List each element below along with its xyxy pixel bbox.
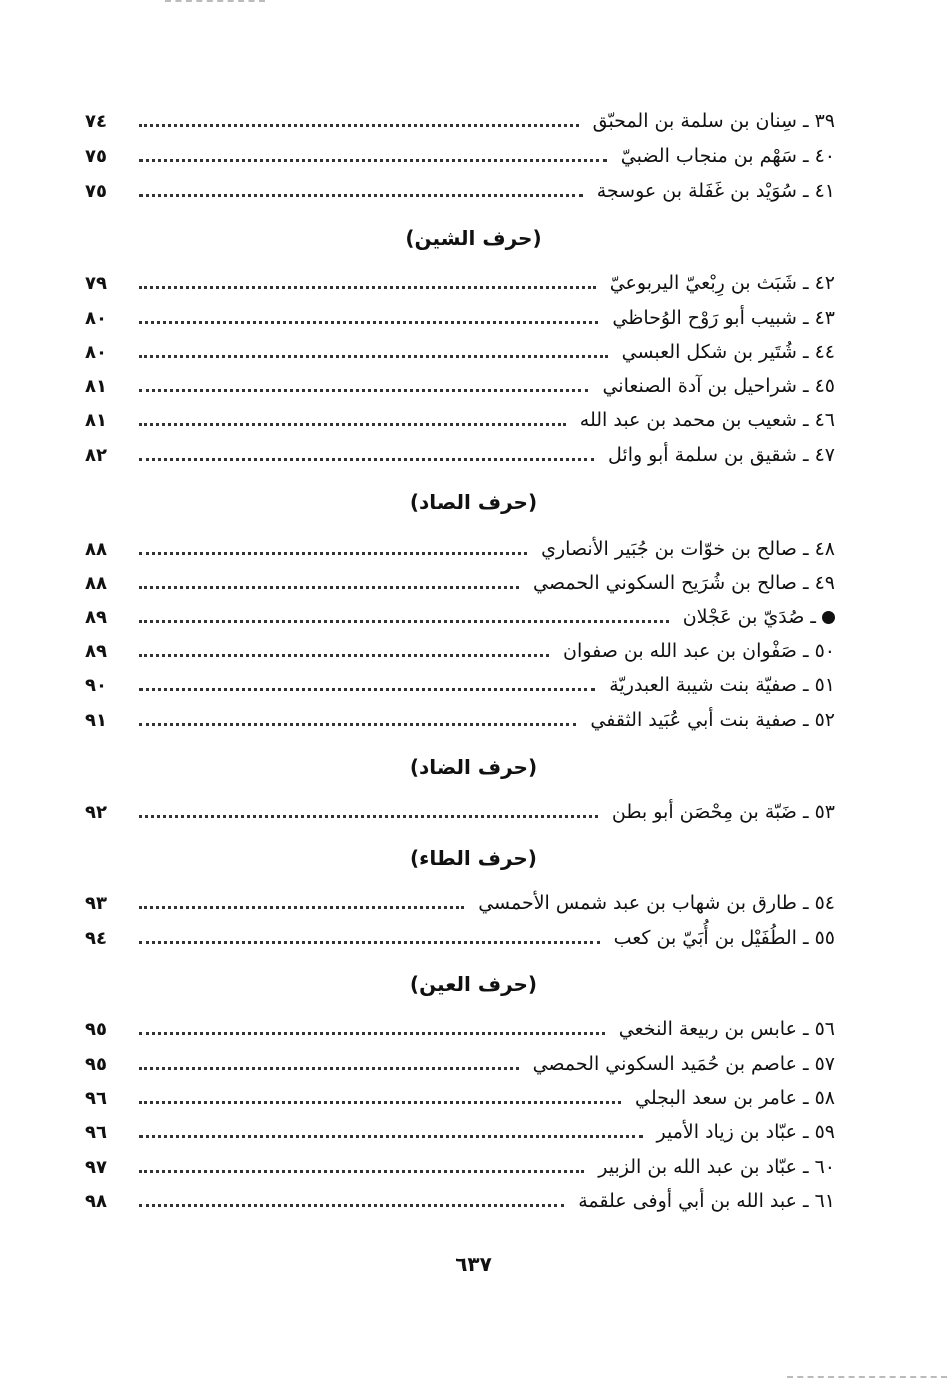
entry-page-number: ٩٧ (85, 1156, 107, 1178)
entry-name: ٥٩ ـ عبّاد بن زياد الأمير (656, 1121, 835, 1143)
entry-name: ٥١ ـ صفيّة بنت شيبة العبدريّة (609, 674, 835, 696)
entry-page-number: ٩٣ (85, 892, 107, 914)
toc-entry (85, 266, 835, 300)
toc-entry (85, 600, 835, 634)
entry-name: ٤٤ ـ شُتَير بن شكل العبسي (621, 341, 835, 363)
entry-page-number: ٩٤ (85, 927, 107, 949)
toc-entry (85, 703, 835, 737)
toc-entry (85, 139, 835, 173)
entry-page-number: ٨٩ (85, 606, 107, 628)
toc-entry (85, 335, 835, 369)
toc-entry (85, 634, 835, 668)
entry-page-number: ٩٥ (85, 1053, 107, 1075)
entry-name (683, 606, 835, 628)
dot-leader (139, 321, 598, 324)
entry-page-number: ٧٥ (85, 145, 107, 167)
page-number: ٦٣٧ (455, 1252, 492, 1276)
toc-entry (85, 795, 835, 829)
section-heading: (حرف الطاء) (410, 846, 537, 870)
entry-name: ٤٧ ـ شقيق بن سلمة أبو وائل (608, 444, 835, 466)
dot-leader (139, 355, 608, 358)
dot-leader (139, 159, 607, 162)
toc-entry (85, 369, 835, 403)
dot-leader (139, 552, 527, 555)
toc-entry (85, 174, 835, 208)
dot-leader (139, 1067, 519, 1070)
entry-name: ٥٧ ـ عاصم بن حُمَيد السكوني الحمصي (532, 1053, 835, 1075)
entry-name: ٤٨ ـ صالح بن خوّات بن جُبَير الأنصاري (541, 538, 835, 560)
toc-entry (85, 566, 835, 600)
toc-entry (85, 438, 835, 472)
entry-page-number: ٩٠ (85, 674, 107, 696)
dot-leader (139, 1135, 643, 1138)
entry-name: ٦٠ ـ عبّاد بن عبد الله بن الزبير (598, 1156, 835, 1178)
scan-edge-bottom (787, 1376, 947, 1378)
scan-edge-top (165, 0, 265, 2)
entry-page-number: ٩٥ (85, 1018, 107, 1040)
toc-entry (85, 104, 835, 138)
dot-leader (139, 1204, 564, 1207)
toc-entry (85, 1184, 835, 1218)
dot-leader (139, 458, 594, 461)
entry-name: ٤٩ ـ صالح بن شُرَيح السكوني الحمصي (533, 572, 835, 594)
entry-page-number: ٨٩ (85, 640, 107, 662)
entry-name: ٤١ ـ سُوَيْد بن غَفَلة بن عوسجة (596, 180, 835, 202)
toc-entry (85, 532, 835, 566)
dot-leader (139, 586, 519, 589)
entry-page-number: ٨٠ (85, 341, 107, 363)
entry-page-number: ٨٨ (85, 572, 107, 594)
entry-name: ٥٥ ـ الطُفَيْل بن أُبَيّ بن كعب (613, 927, 835, 949)
dot-leader (139, 620, 669, 623)
entry-name: ٥٨ ـ عامر بن سعد البجلي (635, 1087, 835, 1109)
dot-leader (139, 423, 566, 426)
toc-entry (85, 1081, 835, 1115)
entry-page-number: ٩٦ (85, 1121, 107, 1143)
dot-leader (139, 723, 576, 726)
dot-leader (139, 286, 596, 289)
entry-page-number: ٧٤ (85, 110, 107, 132)
section-heading: (حرف العين) (409, 972, 538, 996)
dot-leader (139, 1032, 605, 1035)
bullet-icon (822, 611, 835, 624)
entry-name-text: ـ صُدَيّ بن عَجْلان (682, 606, 816, 628)
dot-leader (139, 654, 549, 657)
toc-entry (85, 886, 835, 920)
entry-page-number: ٩١ (85, 709, 107, 731)
toc-entry (85, 301, 835, 335)
entry-name: ٥٠ ـ صَفْوان بن عبد الله بن صفوان (563, 640, 835, 662)
entry-name: ٥٢ ـ صفية بنت أبي عُبَيد الثقفي (590, 709, 835, 731)
entry-name: ٥٦ ـ عابس بن ربيعة النخعي (618, 1018, 835, 1040)
section-heading: (حرف الضاد) (409, 755, 538, 779)
toc-entry (85, 403, 835, 437)
entry-page-number: ٨١ (85, 409, 107, 431)
entry-page-number: ٧٥ (85, 180, 107, 202)
entry-page-number: ٨٢ (85, 444, 107, 466)
toc-entry (85, 1150, 835, 1184)
entry-name: ٤٢ ـ شَبَث بن رِبْعيّ اليربوعيّ (609, 272, 835, 294)
entry-name: ٣٩ ـ سِنان بن سلمة بن المحبّق (592, 110, 835, 132)
entry-name: ٤٠ ـ سَهْم بن منجاب الضبيّ (620, 145, 835, 167)
entry-page-number: ٨٨ (85, 538, 107, 560)
dot-leader (139, 815, 598, 818)
toc-entry (85, 1115, 835, 1149)
dot-leader (139, 688, 595, 691)
dot-leader (139, 1101, 621, 1104)
dot-leader (139, 389, 588, 392)
toc-entry (85, 668, 835, 702)
entry-page-number: ٨١ (85, 375, 107, 397)
entry-page-number: ٩٢ (85, 801, 107, 823)
section-heading: (حرف الصاد) (409, 490, 538, 514)
entry-name: ٦١ ـ عبد الله بن أبي أوفى علقمة (578, 1190, 835, 1212)
dot-leader (139, 941, 600, 944)
toc-entry (85, 1012, 835, 1046)
dot-leader (139, 906, 464, 909)
entry-page-number: ٩٦ (85, 1087, 107, 1109)
entry-name: ٤٣ ـ شبيب أبو رَوْح الوُحاظي (612, 307, 835, 329)
entry-page-number: ٨٠ (85, 307, 107, 329)
dot-leader (139, 1170, 584, 1173)
section-heading: (حرف الشين) (405, 226, 542, 250)
entry-name: ٥٤ ـ طارق بن شهاب بن عبد شمس الأحمسي (478, 892, 835, 914)
dot-leader (139, 124, 579, 127)
entry-name: ٤٦ ـ شعيب بن محمد بن عبد الله (579, 409, 835, 431)
toc-entry (85, 1047, 835, 1081)
toc-entry (85, 921, 835, 955)
entry-page-number: ٩٨ (85, 1190, 107, 1212)
entry-name: ٥٣ ـ ضَبّة بن مِحْصَن أبو بطن (611, 801, 835, 823)
entry-page-number: ٧٩ (85, 272, 107, 294)
entry-name: ٤٥ ـ شراحيل بن آدة الصنعاني (602, 375, 835, 397)
dot-leader (139, 194, 583, 197)
